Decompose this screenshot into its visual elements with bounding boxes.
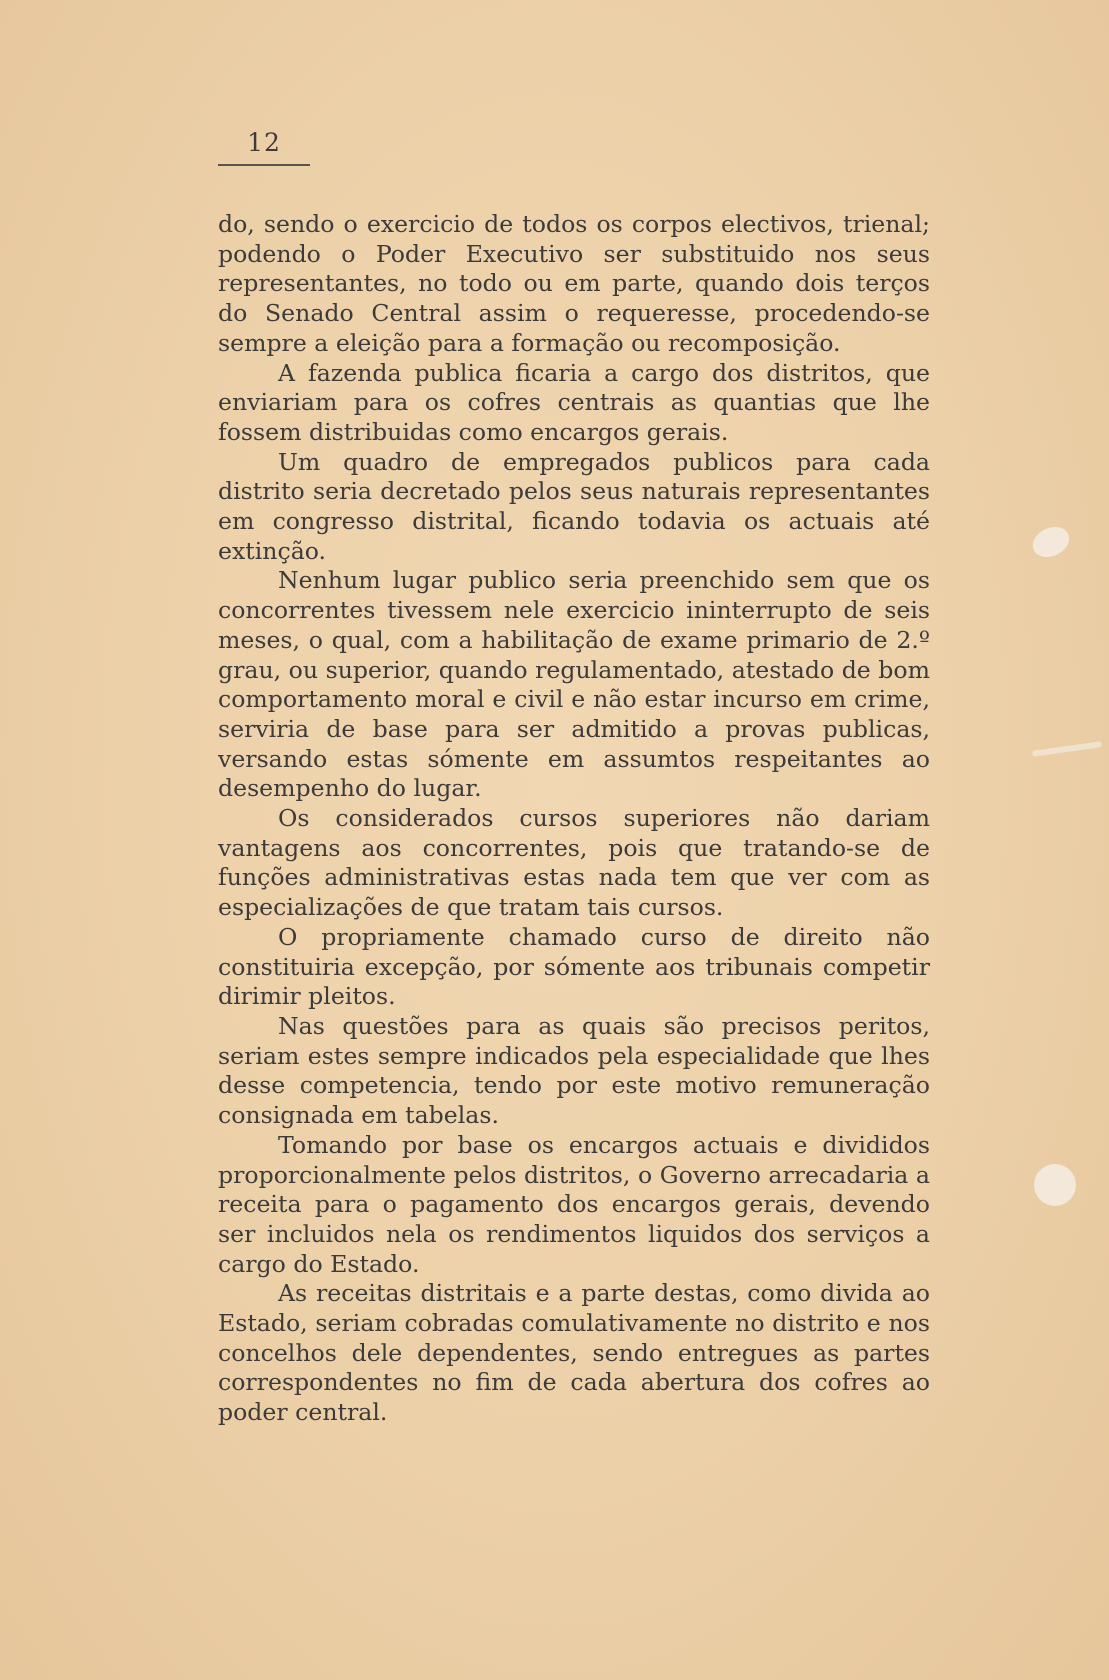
page-number: 12 bbox=[247, 128, 281, 157]
paper-tear-mark bbox=[1028, 521, 1074, 562]
paragraph: do, sendo o exercicio de todos os corpos electivos, trienal; podendo o Poder Executivo ser substituido nos seus representantes, no todo ou em parte, quando dois terços do Senado Central assim o requeresse, procedendo-se sempre a eleição para a formação ou recomposição. bbox=[218, 210, 930, 357]
paragraph: Nenhum lugar publico seria preenchido sem que os concorrentes tivessem nele exercicio ininterrupto de seis meses, o qual, com a habilitação de exame primario de 2.º grau, ou superior, quando regulamentado, atestado de bom comportamento moral e civil e não estar incurso em crime, serviria de base para ser admitido a provas publicas, versando estas sómente em assumtos respeitantes ao desempenho do lugar. bbox=[218, 566, 930, 803]
paragraph: Tomando por base os encargos actuais e divididos proporcionalmente pelos distritos, o Governo arrecadaria a receita para o pagamento dos encargos gerais, devendo ser incluidos nela os rendimentos liquidos dos serviços a cargo do Estado. bbox=[218, 1130, 930, 1278]
paragraph: Os considerados cursos superiores não dariam vantagens aos concorrentes, pois que tratando-se de funções administrativas estas nada tem que ver com as especializações de que tratam tais cursos. bbox=[218, 804, 930, 922]
paragraph: A fazenda publica ficaria a cargo dos distritos, que enviariam para os cofres centrais as quantias que lhe fossem distribuidas como encargos gerais. bbox=[218, 358, 930, 446]
header-rule bbox=[218, 164, 310, 166]
paragraph: Um quadro de empregados publicos para cada distrito seria decretado pelos seus naturais representantes em congresso distrital, ficando todavia os actuais até extinção. bbox=[218, 447, 930, 565]
paper-tear-mark bbox=[1032, 741, 1102, 757]
paper-tear-mark bbox=[1034, 1164, 1076, 1206]
paragraph: Nas questões para as quais são precisos peritos, seriam estes sempre indicados pela especialidade que lhes desse competencia, tendo por este motivo remuneração consignada em tabelas. bbox=[218, 1011, 930, 1130]
paragraph: O propriamente chamado curso de direito não constituiria excepção, por sómente aos tribunais competir dirimir pleitos. bbox=[218, 922, 930, 1011]
body-text bbox=[218, 210, 930, 1428]
paragraph: As receitas distritais e a parte destas, como divida ao Estado, seriam cobradas comulativamente no distrito e nos concelhos dele dependentes, sendo entregues as partes correspondentes no fim de cada abertura dos cofres ao poder central. bbox=[218, 1279, 930, 1427]
